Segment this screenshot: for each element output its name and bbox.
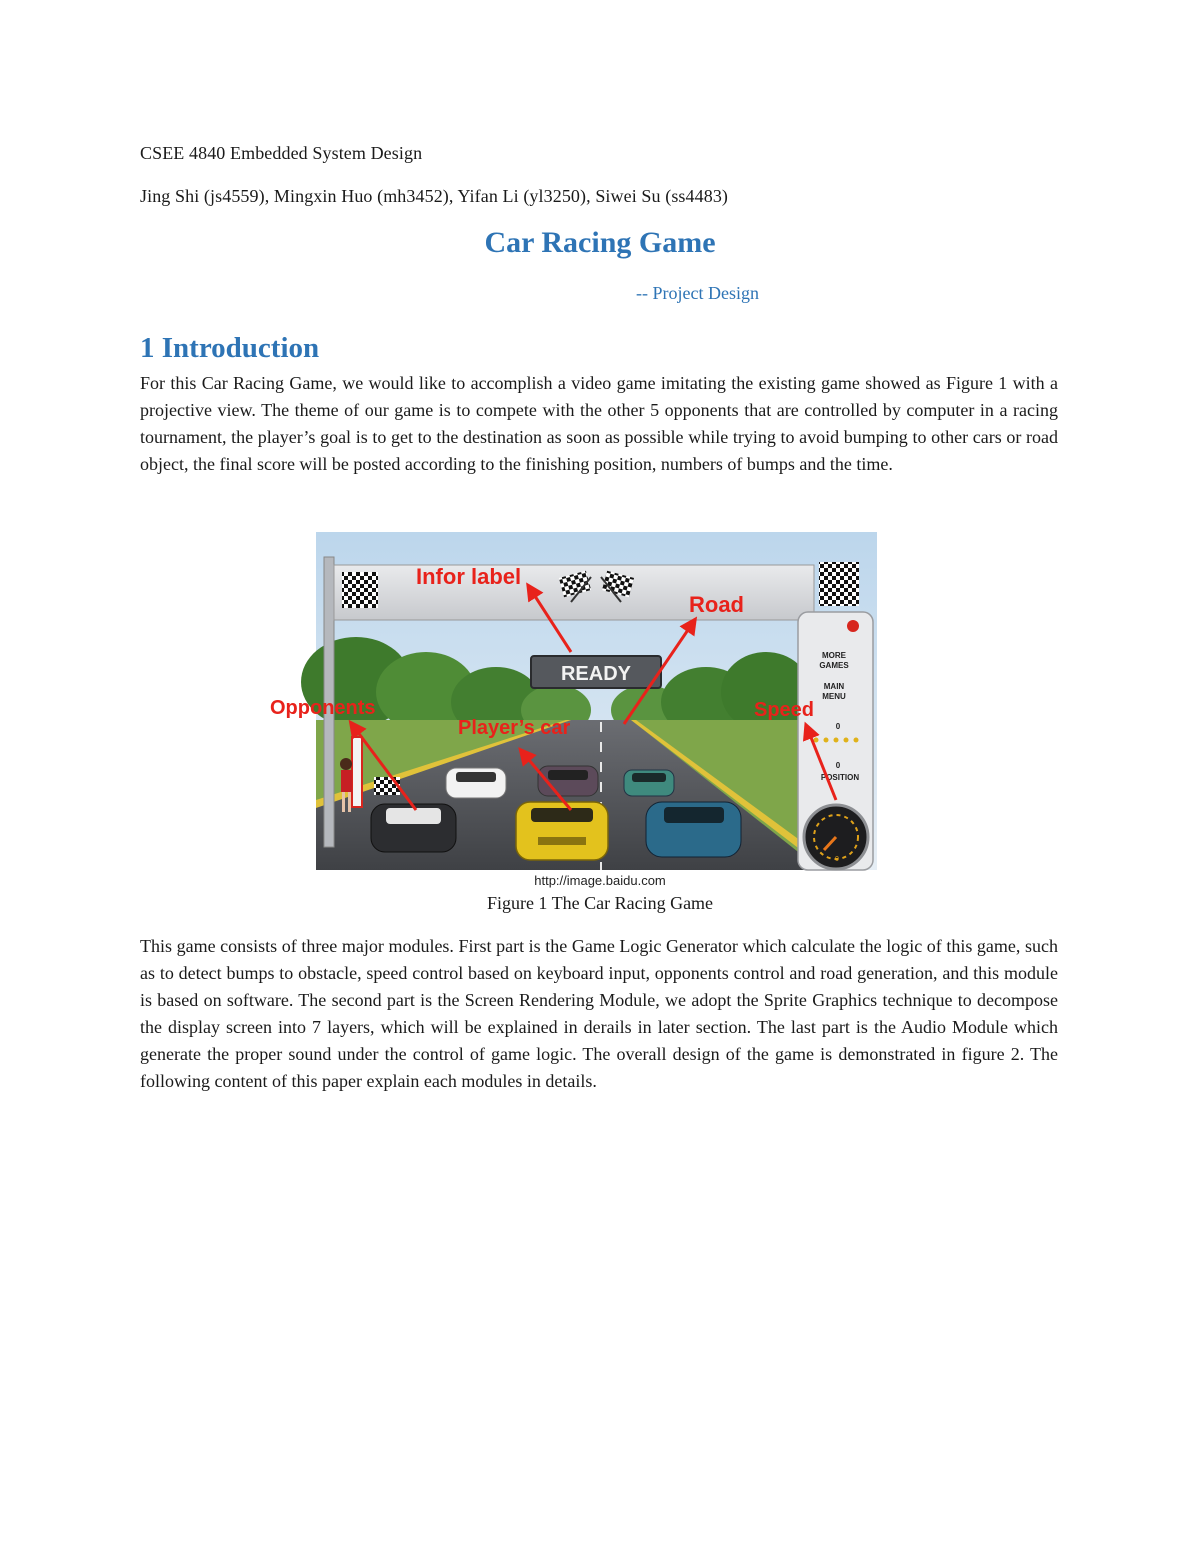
opponent-car-blue xyxy=(646,802,741,857)
more-games-line-1: MORE xyxy=(822,651,846,660)
paper-subtitle: -- Project Design xyxy=(636,283,759,303)
intro-paragraph-2: This game consists of three major modules. First part is the Game Logic Generator which calculate the logic of this game, such as to detect bumps to obstacle, speed control based on keyboard input, opponents control and road generation, and this module is based on software. The second part is the Screen Rendering Module, we adopt the Sprite Graphics technique to decompose the display screen into 7 layers, which will be explained in derails in later section. The last part is the Audio Module which generate the proper sound under the control of game logic. The overall design of the game is demonstrated in figure 2. The following content of this paper explain each modules in details. xyxy=(140,936,1058,1091)
checker-flag-right xyxy=(819,562,859,606)
author-list: Jing Shi (js4559), Mingxin Huo (mh3452), Yifan Li (yl3250), Siwei Su (ss4483) xyxy=(140,186,729,206)
section-heading: 1 Introduction xyxy=(140,332,320,364)
speedometer-icon xyxy=(804,805,868,869)
annotation-speed: Speed xyxy=(754,699,815,721)
annotation-players-car: Player’s car xyxy=(458,717,571,739)
opponent-car-white xyxy=(446,768,506,798)
opponent-car-teal xyxy=(624,770,674,796)
course-name: CSEE 4840 Embedded System Design xyxy=(140,143,423,163)
position-value: 0 xyxy=(835,761,841,770)
ready-text: READY xyxy=(560,663,632,685)
intro-paragraph-1: For this Car Racing Game, we would like to accomplish a video game imitating the existing game showed as Figure 1 with a projective view. The theme of our game is to compete with the other 5 opponents that are controlled by computer in a racing tournament, the player’s goal is to get to the destination as soon as possible while trying to avoid bumping to other cars or road object, the final score will be posted according to the finishing position, numbers of bumps and the time. xyxy=(140,373,1058,474)
annotation-infor-label: Infor label xyxy=(416,564,522,589)
checker-flag-left xyxy=(342,572,378,608)
lamp-post xyxy=(352,737,362,807)
player-car xyxy=(516,802,608,860)
position-label: POSITION xyxy=(820,773,860,782)
figure-game-screenshot xyxy=(270,532,877,870)
main-menu-line-2: MENU xyxy=(822,692,846,701)
annotation-road: Road xyxy=(689,592,744,617)
main-menu-line-1: MAIN xyxy=(823,682,845,691)
annotation-opponents: Opponents xyxy=(270,697,376,719)
paper-title: Car Racing Game xyxy=(484,226,716,259)
image-credit: http://image.baidu.com xyxy=(534,873,666,888)
figure-caption: Figure 1 The Car Racing Game xyxy=(486,893,714,913)
opponent-car-silver xyxy=(371,804,456,852)
more-games-line-2: GAMES xyxy=(819,661,849,670)
sound-icon xyxy=(847,620,859,632)
speed-value: 0 xyxy=(835,856,839,863)
score-value: 0 xyxy=(835,722,841,731)
side-menu-panel xyxy=(798,612,873,870)
